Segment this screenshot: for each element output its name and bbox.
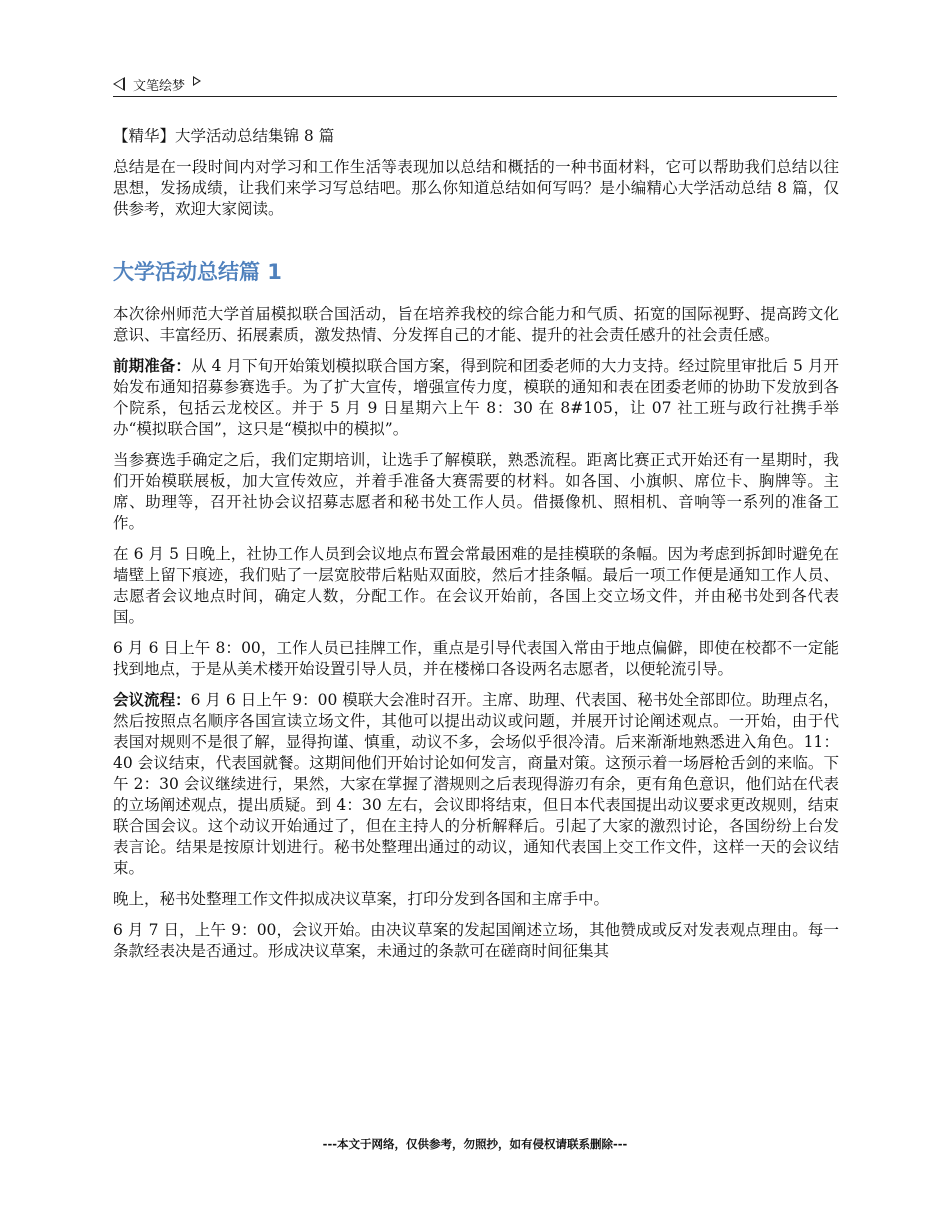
paragraph-purpose: 本次徐州师范大学首届模拟联合国活动，旨在培养我校的综合能力和气质、拓宽的国际视野、提高跨文化意识、丰富经历、拓展素质，激发热情、分发挥自己的才能、提升的社会责任感升的社会责任感。	[113, 305, 839, 344]
triangle-right-outline-icon	[193, 76, 201, 86]
page-header	[113, 72, 837, 97]
paragraph-body-meeting: 6 月 6 日上午 9：00 模联大会准时召开。主席、助理、代表国、秘书处全部即位。助理点名，然后按照点名顺序各国宣读立场文件，其他可以提出动议或问题，并展开讨论阐述观点。一开始，由于代表国对规则不是很了解，显得拘谨、慎重，动议不多，会场似乎很冷清。后来渐渐地熟悉进入角色。11：40 会议结束，代表国就餐。这期间他们开始讨论如何发言，商量对策。这预示着一场唇枪舌剑的来临。下午 2：30 会议继续进行，果然，大家在掌握了潜规则之后表现得游刃有余，更有角色意识，他们站在代表的立场阐述观点，提出质疑。到 4：30 左右，会议即将结束，但日本代表国提出动议要求更改规则，结束联合国会议。这个动议开始通过了，但在主持人的分析解释后。引起了大家的激烈讨论，各国纷纷上台发表言论。结果是按原计划进行。秘书处整理出通过的动议，通知代表国上交工作文件，这样一天的会议结束。	[113, 691, 839, 877]
paragraph-venue-setup: 在 6 月 5 日晚上，社协工作人员到会议地点布置会常最困难的是挂模联的条幅。因为考虑到拆卸时避免在墙壁上留下痕迹，我们贴了一层宽胶带后粘贴双面胶，然后才挂条幅。最后一项工作便是通知工作人员、志愿者会议地点时间，确定人数，分配工作。在会议开始前，各国上交立场文件，并由秘书处到各代表国。	[113, 545, 839, 626]
page-footer-disclaimer: ---本文于网络，仅供参考，勿照抄，如有侵权请联系删除---	[322, 1137, 628, 1151]
intro-paragraph: 总结是在一段时间内对学习和工作生活等表现加以总结和概括的一种书面材料，它可以帮助我们总结以往思想，发扬成绩，让我们来学习写总结吧。那么你知道总结如何写吗？是小编精心大学活动总结 8 篇，仅供参考，欢迎大家阅读。	[113, 158, 839, 218]
triangle-left-outline-icon	[113, 77, 125, 91]
document-title: 【精华】大学活动总结集锦 8 篇	[113, 127, 335, 145]
header-brand: 文笔绘梦	[133, 78, 186, 94]
paragraph-body-preparation: 从 4 月下旬开始策划模拟联合国方案，得到院和团委老师的大力支持。经过院里审批后 5 月开始发布通知招募参赛选手。为了扩大宣传，增强宣传力度，模联的通知和表在团委老师的协助下发放到各个院系，包括云龙校区。并于 5 月 9 日星期六上午 8：30 在 8#105，让 07 社工班与政行社携手举办“模拟联合国”，这只是“模拟中的模拟”。	[113, 357, 839, 438]
paragraph-guidance: 6 月 6 日上午 8：00，工作人员已挂牌工作，重点是引导代表国入常由于地点偏僻，即使在校都不一定能找到地点，于是从美术楼开始设置引导人员，并在楼梯口各设两名志愿者，以便轮流引导。	[113, 639, 839, 678]
paragraph-training: 当参赛选手确定之后，我们定期培训，让选手了解模联，熟悉流程。距离比赛正式开始还有一星期时，我们开始模联展板，加大宣传效应，并着手准备大赛需要的材料。如各国、小旗帜、席位卡、胸牌等。主席、助理等，召开社协会议招募志愿者和秘书处工作人员。借摄像机、照相机、音响等一系列的准备工作。	[113, 451, 839, 532]
paragraph-lead-preparation: 前期准备：	[113, 357, 191, 375]
paragraph-preparation	[113, 356, 839, 440]
paragraph-day-two: 6 月 7 日，上午 9：00，会议开始。由决议草案的发起国阐述立场，其他赞成或反对发表观点理由。每一条款经表决是否通过。形成决议草案，未通过的条款可在磋商时间征集其	[113, 921, 839, 960]
section-heading: 大学活动总结篇 1	[113, 260, 282, 284]
paragraph-meeting-process	[113, 690, 839, 879]
paragraph-evening: 晚上，秘书处整理工作文件拟成决议草案，打印分发到各国和主席手中。	[113, 890, 610, 908]
paragraph-lead-meeting: 会议流程：	[113, 691, 191, 709]
document-body	[113, 126, 839, 972]
